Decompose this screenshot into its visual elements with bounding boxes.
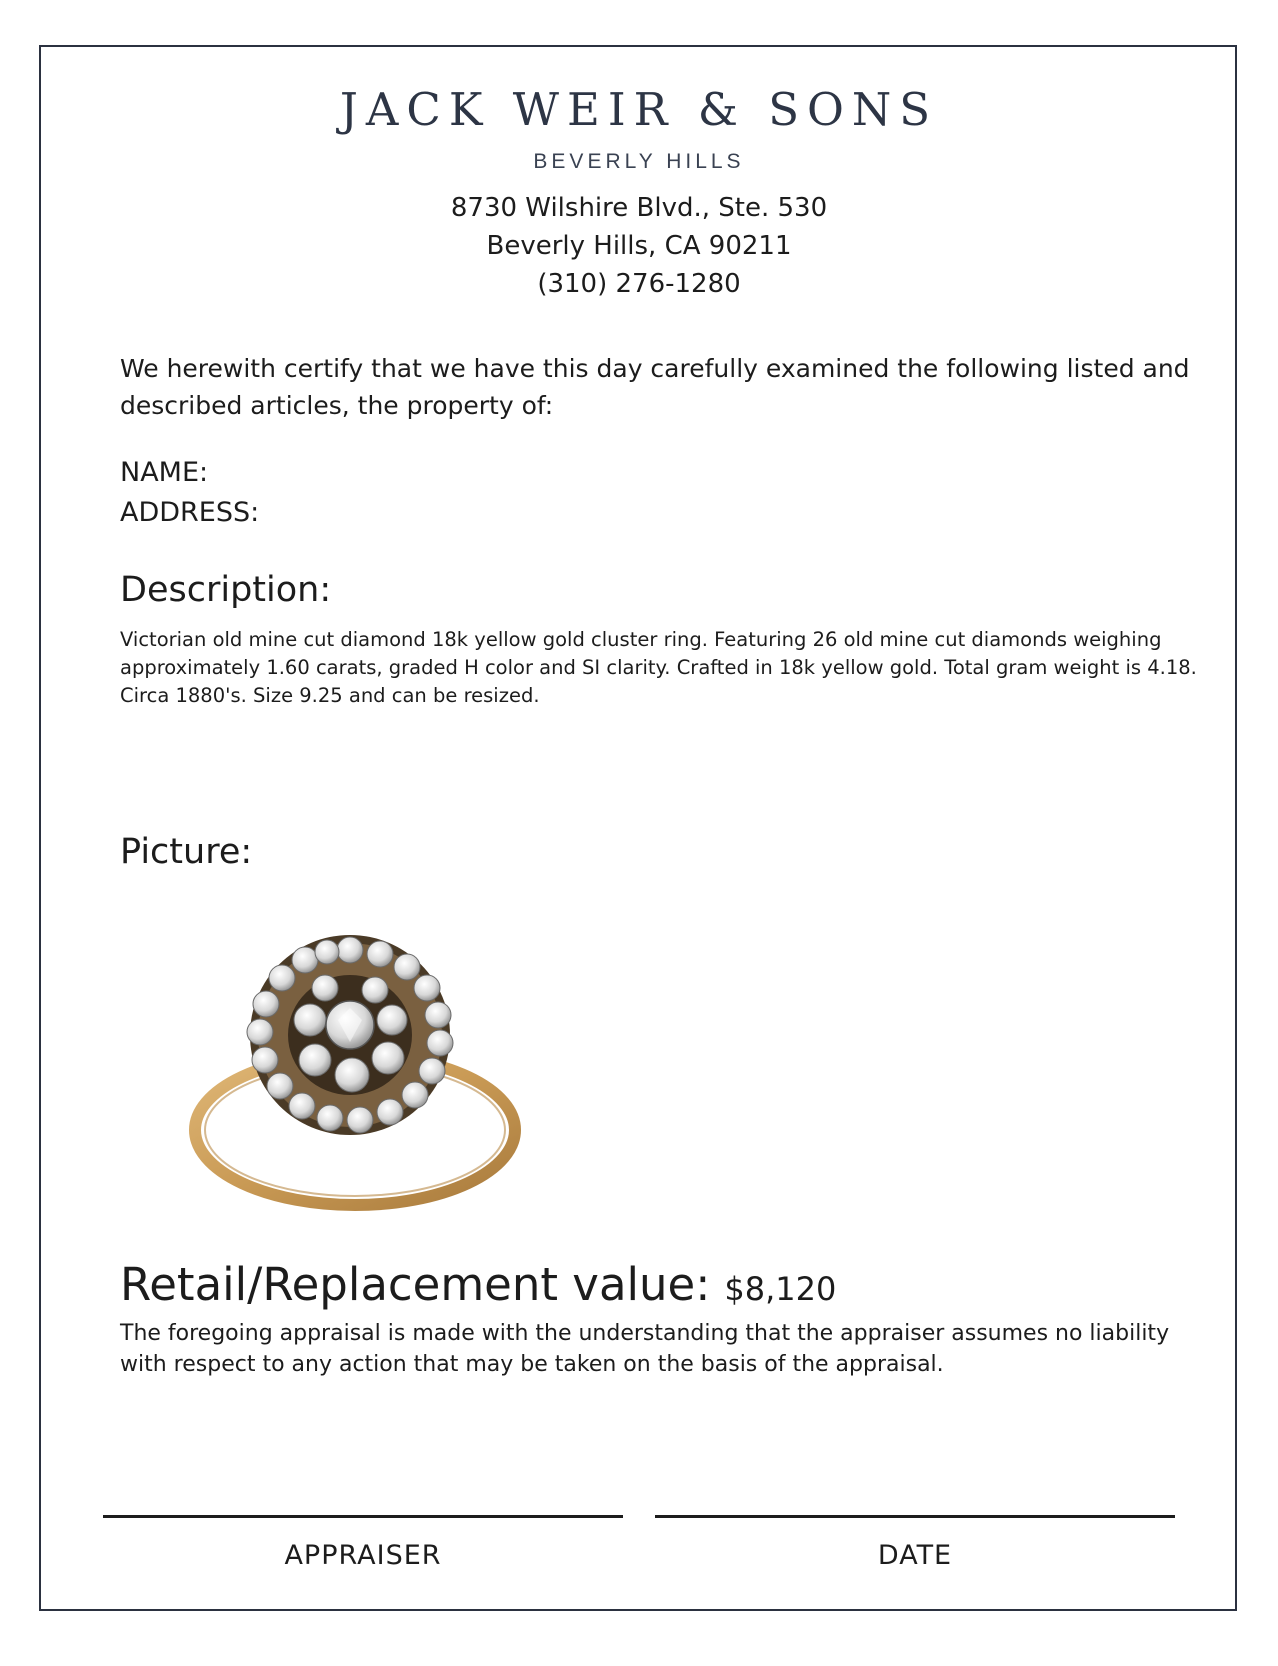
appraiser-label: APPRAISER [284, 1540, 442, 1571]
valuation-label: Retail/Replacement value: [120, 1258, 711, 1311]
appraiser-signature-line [103, 1515, 623, 1518]
certification-statement: We herewith certify that we have this day carefully examined the following listed and described articles, the property of: [120, 354, 1190, 420]
diamond-cluster-ring-icon [180, 930, 530, 1220]
picture-heading: Picture: [120, 832, 253, 872]
valuation-amount: $8,120 [724, 1270, 837, 1308]
date-signature-line [655, 1515, 1175, 1518]
ring-photo [180, 930, 530, 1220]
address-line-1: 8730 Wilshire Blvd., Ste. 530 [450, 193, 828, 223]
valuation-row [120, 1258, 836, 1311]
brand-location: BEVERLY HILLS [533, 150, 745, 173]
date-label: DATE [877, 1540, 953, 1571]
description-heading: Description: [120, 570, 332, 610]
name-label: NAME: [120, 457, 209, 488]
brand-logo-text: JACK WEIR & SONS [339, 83, 939, 136]
address-label: ADDRESS: [120, 497, 260, 528]
description-text: Victorian old mine cut diamond 18k yellow gold cluster ring. Featuring 26 old mine cut diamonds weighing approximately 1.60 carats, graded H color and SI clarity. Crafted in 18k yellow gold. Total gram weight is 4.18. Circa 1880's. Size 9.25 and can be resized. [120, 628, 1197, 707]
disclaimer-text: The foregoing appraisal is made with the understanding that the appraiser assumes no liability with respect to any action that may be taken on the basis of the appraisal. [120, 1321, 1170, 1377]
phone-number: (310) 276-1280 [537, 269, 741, 299]
address-line-2: Beverly Hills, CA 90211 [486, 231, 792, 261]
